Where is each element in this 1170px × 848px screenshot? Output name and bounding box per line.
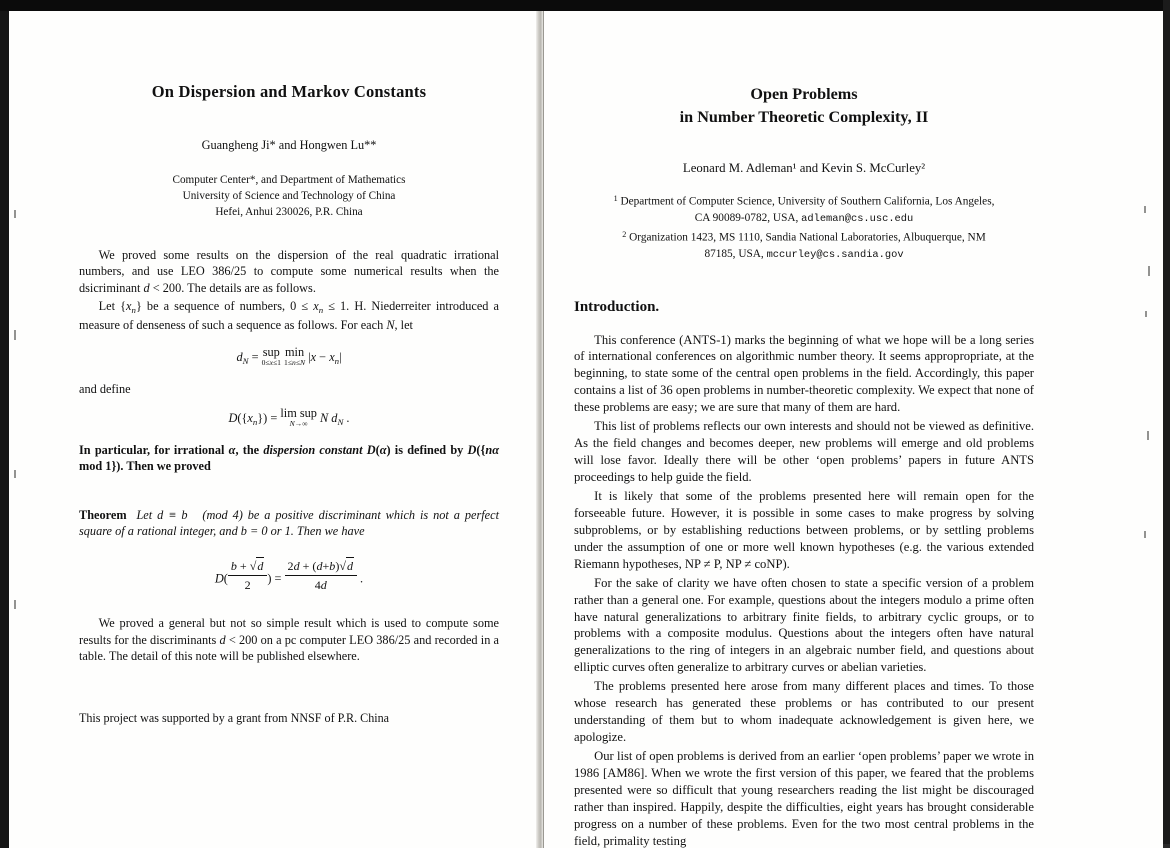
book-gutter: [536, 11, 543, 848]
paragraph: We proved some results on the dispersion of the real quadratic irrational numbers, and use LEO 386/25 to compute some numerical results when the dsicriminant d < 200. The details are as follows.: [79, 248, 499, 295]
equation-theorem: D( $\frac{b + √d}{2}$ ) = $\frac{2d + (d+b)√d}{4d}$ .: [214, 559, 364, 593]
right-page-title: [574, 83, 1034, 130]
left-page-authors: Guangheng Ji* and Hongwen Lu**: [201, 137, 377, 152]
email-mccurley: mccurley@cs.sandia.gov: [766, 249, 904, 262]
affiliation-1-line2: [574, 210, 1034, 227]
paragraph: This conference (ANTS-1) marks the beginning of what we hope will be a long series of international conferences on algorithmic number theory. It seems appropropriate, at the beginning, to state some of the central open problems in the field. Accordingly, this paper contains a list of 36 open problems in number-theoretic complexity. We expect that none of these problems are easy; we are sure that many of them are hard.: [574, 332, 1034, 415]
paragraph: Our list of open problems is derived from an earlier ‘open problems’ paper we wrote in 1986 [AM86]. When we wrote the first version of this paper, we feared that the problems presented were so difficult that young researchers reading the list might be discouraged rather than inspired. Happily, despite the difficulties, eight years has brought considerable progress on a number of these problems. Even for the two most central problems in the field, primality testing: [574, 749, 1034, 848]
left-page-affiliation: [79, 173, 499, 221]
affiliation-line: University of Science and Technology of China: [182, 190, 396, 203]
scan-speck: [1144, 206, 1146, 213]
affiliation-line: Hefei, Anhui 230026, P.R. China: [215, 206, 363, 219]
scan-edge-left: [0, 11, 9, 848]
affiliation-2-text: Organization 1423, MS 1110, Sandia National Laboratories, Albuquerque, NM: [629, 231, 986, 244]
scan-speck: [14, 470, 16, 478]
theorem-label: Theorem: [79, 507, 127, 522]
title-line-2: in Number Theoretic Complexity, II: [679, 108, 929, 127]
theorem-statement: Theorem Let d ≡ b (mod 4) be a positive discriminant which is not a perfect square of a rational integer, and b = 0 or 1. Then we have: [79, 507, 499, 539]
scan-edge-top: [0, 0, 1170, 11]
affiliation-1: $^1$ Department of Computer Science, University of Southern California, Los Angeles,: [613, 194, 995, 208]
right-page-authors: Leonard M. Adleman¹ and Kevin S. McCurley²: [682, 160, 926, 175]
scan-edge-right: [1163, 0, 1170, 848]
right-page-affiliations: [574, 193, 1034, 263]
paragraph: It is likely that some of the problems presented here will remain open for the forseeable future. However, it is possible in some cases to make progress by solving subproblems, or by establishing reductions between problems, or by settling problems under the assumption of one or more well known hypotheses (e.g. the various extended Riemann hypotheses, NP ≠ P, NP ≠ coNP).: [574, 488, 1034, 571]
scan-speck: [14, 330, 16, 340]
right-page-content: [574, 83, 1034, 848]
left-page-footnote: This project was supported by a grant from NNSF of P.R. China: [79, 711, 390, 725]
scan-speck: [1148, 266, 1150, 276]
paragraph: Let $\{x_n\}$ be a sequence of numbers, $0 \le x_n \le 1$. H. Niederreiter introduced a measure of denseness of such a sequence as follows. For each N, let: [79, 299, 499, 332]
right-page: [544, 11, 1163, 848]
equation-dn: $d_N$ = sup 0≤x≤1 min 1≤n≤N $|x - x_n|$: [236, 344, 342, 367]
scan-speck: [1147, 431, 1149, 440]
left-page-content: [79, 81, 499, 666]
equation-dispersion: $D(\{x_n\})$ = lim sup N→∞ N $d_N$ .: [228, 406, 350, 429]
affiliation-2: $^2$ Organization 1423, MS 1110, Sandia National Laboratories, Albuquerque, NM: [622, 230, 986, 244]
affiliation-2-line2: [574, 246, 1034, 263]
title-line-1: Open Problems: [750, 85, 858, 103]
affiliation-line: Computer Center*, and Department of Mathematics: [172, 174, 406, 187]
left-page-title: On Dispersion and Markov Constants: [151, 82, 427, 101]
in-particular-statement: In particular, for irrational α, the dispersion constant D(α) is defined by D({nα mod 1}). Then we proved: [79, 442, 500, 474]
affiliation-1-text: Department of Computer Science, University of Southern California, Los Angeles,: [620, 195, 995, 208]
scan-speck: [14, 600, 16, 609]
scan-speck: [1144, 531, 1146, 538]
section-heading-introduction: Introduction.: [574, 299, 660, 316]
email-adleman: adleman@cs.usc.edu: [801, 213, 914, 226]
paragraph: For the sake of clarity we have often chosen to state a specific version of a problem rather than a general one. For example, questions about the integers modulo a prime often have natural generalizations to arbitrary finite fields, to arbitrary cyclic groups, or to problems with a composite modulus. Questions about the integers often have natural generalizations to the ring of integers in an algebraic number field, and questions about elliptic curves often generalize to arbitrary curves or abelian varieties.: [574, 575, 1034, 675]
left-page: [9, 11, 536, 848]
and-define-label: and define: [79, 381, 131, 396]
paragraph: We proved a general but not so simple result which is used to compute some results for the discriminants d < 200 on a pc computer LEO 386/25 and recorded in a table. The detail of this note will be published elsewhere.: [79, 616, 499, 664]
affiliation-1-address: CA 90089-0782, USA,: [694, 212, 802, 225]
paragraph: This list of problems reflects our own interests and should not be viewed as definitive. As the field changes and becomes deeper, new problems will emerge and old problems will lose favor. Ideally there will be other ‘open problems’ papers in future ANTS proceedings to help guide the field.: [574, 419, 1034, 485]
scan-speck: [14, 210, 16, 218]
affiliation-2-address: 87185, USA,: [704, 248, 767, 261]
scan-speck: [1145, 311, 1147, 317]
paragraph: The problems presented here arose from many different places and times. To those whose research has generated these problems or has contributed to our present understanding of them but to whom inadequate acknowledgement is given here, we apologize.: [574, 679, 1034, 745]
